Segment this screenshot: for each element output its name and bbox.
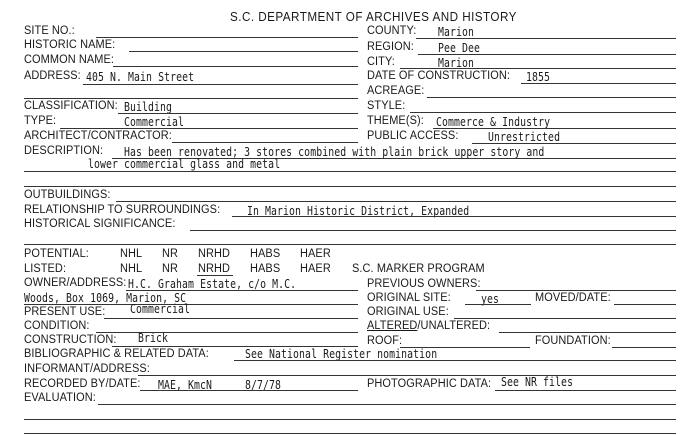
- potential-haer: HAER: [300, 246, 331, 260]
- construction-label: CONSTRUCTION:: [24, 332, 117, 346]
- region-line: [418, 54, 676, 55]
- style-line: [410, 112, 676, 113]
- photographic-line: [495, 390, 676, 391]
- listed-nrhd-underline: [197, 275, 233, 276]
- unaltered-word: /UNALTERED:: [417, 318, 491, 332]
- recorded-date: 8/7/78: [245, 378, 282, 392]
- region-value: Pee Dee: [438, 41, 481, 55]
- evaluation-line-1: [98, 404, 676, 405]
- classification-label: CLASSIFICATION:: [24, 98, 118, 112]
- significance-label: HISTORICAL SIGNIFICANCE:: [24, 216, 176, 230]
- outbuildings-label: OUTBUILDINGS:: [24, 187, 111, 201]
- evaluation-line-2: [24, 419, 676, 420]
- photographic-value: See NR files: [501, 375, 574, 389]
- description-rule-3: [24, 186, 676, 187]
- foundation-line: [612, 347, 676, 348]
- present-use-line: [104, 318, 358, 319]
- description-line-1: Has been renovated; 3 stores combined with plain brick upper story and: [124, 145, 545, 159]
- potential-nhl: NHL: [120, 246, 143, 260]
- original-use-label: ORIGINAL USE:: [367, 304, 449, 318]
- listed-haer: HAER: [300, 261, 331, 275]
- potential-nr: NR: [162, 246, 179, 260]
- bibliographic-value: See National Register nomination: [245, 347, 438, 361]
- significance-rule-2: [24, 244, 676, 245]
- informant-label: INFORMANT/ADDRESS:: [24, 361, 150, 375]
- county-value: Marion: [438, 25, 475, 39]
- altered-word: ALTERED: [367, 318, 418, 332]
- architect-label: ARCHITECT/CONTRACTOR:: [24, 128, 172, 142]
- moved-date-label: MOVED/DATE:: [535, 290, 611, 304]
- acreage-label: ACREAGE:: [367, 83, 425, 97]
- owner-value-1: H.C. Graham Estate, c/o M.C.: [128, 277, 297, 291]
- potential-nrhd: NRHD: [198, 246, 231, 260]
- address-value: 405 N. Main Street: [86, 70, 195, 84]
- date-line: [521, 83, 676, 84]
- original-site-value: yes: [481, 292, 500, 306]
- description-line-2: lower commercial glass and metal: [88, 157, 281, 171]
- common-name-label: COMMON NAME:: [24, 52, 115, 66]
- listed-nrhd: NRHD: [198, 261, 231, 275]
- present-use-value: Commercial: [130, 302, 191, 316]
- recorded-value: MAE, KmcN: [158, 378, 213, 392]
- relationship-value: In Marion Historic District, Expanded: [247, 204, 470, 218]
- description-rule-2: [24, 171, 676, 172]
- owner-label: OWNER/ADDRESS:: [24, 275, 127, 289]
- relationship-line: [232, 216, 676, 217]
- evaluation-label: EVALUATION:: [24, 390, 96, 404]
- listed-habs: HABS: [250, 261, 281, 275]
- foundation-label: FOUNDATION:: [535, 333, 611, 347]
- type-label: TYPE:: [24, 113, 57, 127]
- historic-name-label: HISTORIC NAME:: [24, 37, 116, 51]
- style-label: STYLE:: [367, 98, 406, 112]
- themes-label: THEME(S):: [367, 113, 424, 127]
- condition-line: [96, 332, 358, 333]
- site-no-label: SITE NO.:: [24, 23, 75, 37]
- classification-line: [118, 113, 358, 114]
- relationship-label: RELATIONSHIP TO SURROUNDINGS:: [24, 202, 221, 216]
- photographic-label: PHOTOGRAPHIC DATA:: [367, 376, 492, 390]
- architect-line: [172, 142, 358, 143]
- bibliographic-label: BIBLIOGRAPHIC & RELATED DATA:: [24, 346, 209, 360]
- city-value: Marion: [438, 56, 475, 70]
- potential-label: POTENTIAL:: [24, 246, 89, 260]
- themes-line: [433, 128, 676, 129]
- city-label: CITY:: [367, 54, 395, 68]
- listed-nhl: NHL: [120, 261, 143, 275]
- marker-program: S.C. MARKER PROGRAM: [352, 261, 485, 275]
- original-site-label: ORIGINAL SITE:: [367, 290, 451, 304]
- present-use-label: PRESENT USE:: [24, 304, 106, 318]
- historic-name-line: [129, 51, 358, 52]
- acreage-line: [427, 97, 676, 98]
- common-name-line: [113, 66, 358, 67]
- moved-date-line: [614, 304, 676, 305]
- condition-label: CONDITION:: [24, 318, 90, 332]
- description-label: DESCRIPTION:: [24, 143, 104, 157]
- previous-owners-label: PREVIOUS OWNERS:: [367, 276, 481, 290]
- themes-value: Commerce & Industry: [436, 115, 551, 129]
- date-label: DATE OF CONSTRUCTION:: [367, 68, 511, 82]
- recorded-label: RECORDED BY/DATE:: [24, 376, 141, 390]
- roof-label: ROOF:: [367, 333, 403, 347]
- access-line: [472, 143, 676, 144]
- county-line: [416, 38, 676, 39]
- site-no-line: [96, 37, 358, 38]
- region-label: REGION:: [367, 39, 414, 53]
- address-label: ADDRESS:: [24, 68, 81, 82]
- significance-line: [190, 230, 676, 231]
- original-site-line: [465, 304, 531, 305]
- potential-habs: HABS: [250, 246, 281, 260]
- listed-label: LISTED:: [24, 261, 67, 275]
- bibliographic-line: [234, 360, 676, 361]
- evaluation-line-3: [24, 433, 676, 434]
- form-title: S.C. DEPARTMENT OF ARCHIVES AND HISTORY: [230, 9, 517, 24]
- type-value: Commercial: [124, 115, 185, 129]
- access-value: Unrestricted: [488, 130, 561, 144]
- altered-label: [367, 319, 490, 332]
- classification-value: Building: [124, 100, 173, 114]
- recorded-line: [140, 390, 358, 391]
- construction-value: Brick: [138, 331, 169, 345]
- county-label: COUNTY:: [367, 23, 417, 37]
- access-label: PUBLIC ACCESS:: [367, 128, 459, 142]
- address-line: [83, 84, 358, 85]
- owner-value-2: Woods, Box 1069, Marion, SC: [24, 291, 187, 305]
- listed-nr: NR: [162, 261, 179, 275]
- date-value: 1855: [526, 70, 551, 84]
